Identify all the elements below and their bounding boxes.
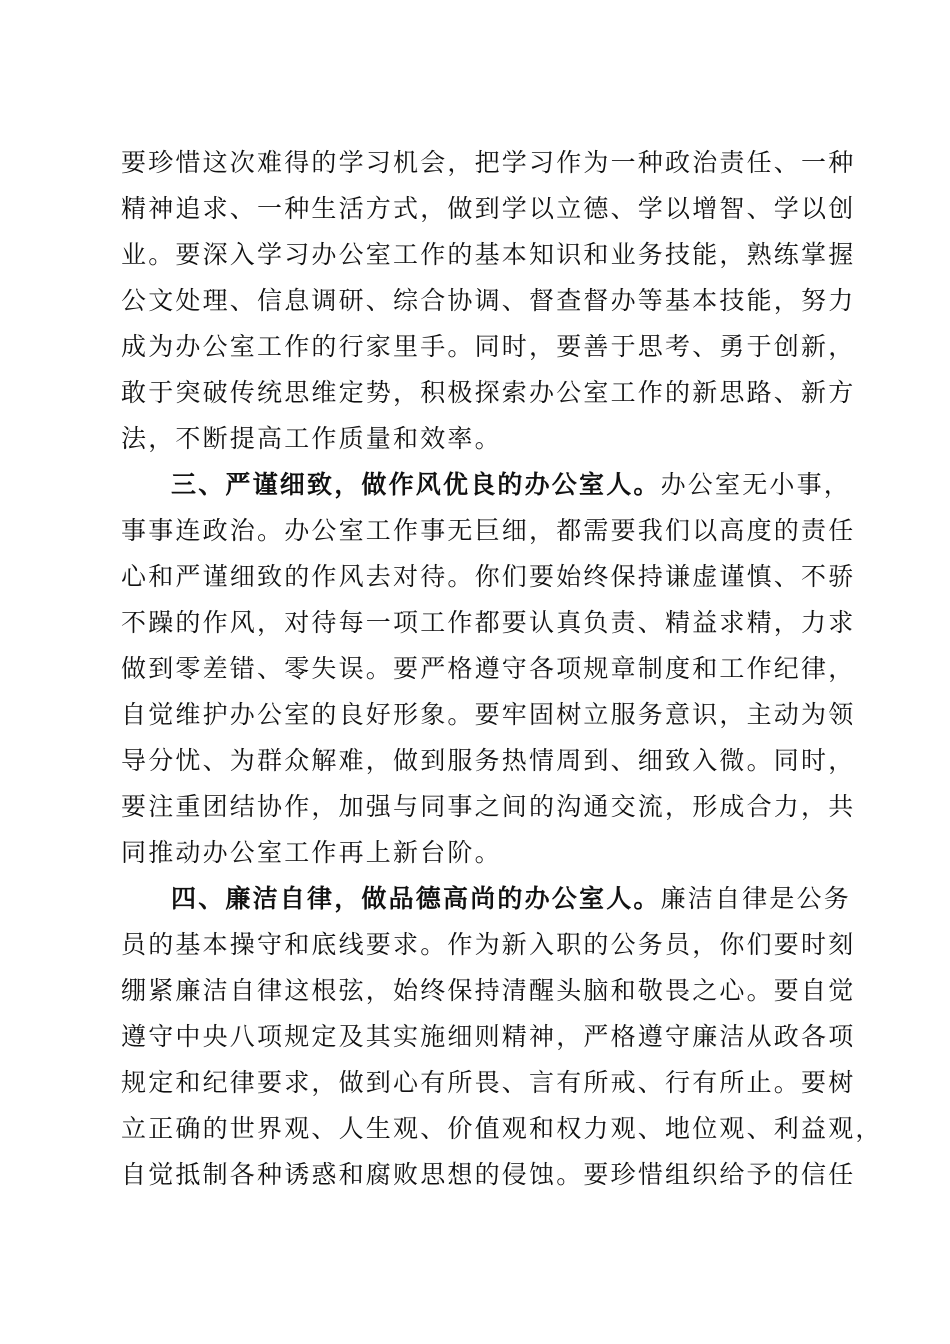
body-line: 精神追求、一种生活方式，做到学以立德、学以增智、学以创 bbox=[121, 194, 856, 223]
body-line: 自觉抵制各种诱惑和腐败思想的侵蚀。要珍惜组织给予的信任 bbox=[121, 1160, 856, 1189]
body-line: 业。要深入学习办公室工作的基本知识和业务技能，熟练掌握 bbox=[121, 240, 856, 269]
body-line: 做到零差错、零失误。要严格遵守各项规章制度和工作纪律， bbox=[121, 654, 856, 683]
body-line: 公文处理、信息调研、综合协调、督查督办等基本技能，努力 bbox=[121, 286, 856, 315]
body-line: 员的基本操守和底线要求。作为新入职的公务员，你们要时刻 bbox=[121, 930, 856, 959]
body-line: 自觉维护办公室的良好形象。要牢固树立服务意识，主动为领 bbox=[121, 700, 856, 729]
body-text: 办公室无小事， bbox=[660, 470, 852, 499]
section-first-line bbox=[121, 462, 851, 507]
body-line: 立正确的世界观、人生观、价值观和权力观、地位观、利益观， bbox=[121, 1114, 883, 1143]
body-line: 敢于突破传统思维定势，积极探索办公室工作的新思路、新方 bbox=[121, 378, 856, 407]
body-line: 绷紧廉洁自律这根弦，始终保持清醒头脑和敬畏之心。要自觉 bbox=[121, 976, 856, 1005]
body-line: 同推动办公室工作再上新台阶。 bbox=[121, 838, 502, 867]
body-line: 不躁的作风，对待每一项工作都要认真负责、精益求精，力求 bbox=[121, 608, 856, 637]
body-text: 廉洁自律是公务 bbox=[660, 884, 852, 913]
body-line: 规定和纪律要求，做到心有所畏、言有所戒、行有所止。要树 bbox=[121, 1068, 856, 1097]
section-heading: 四、廉洁自律，做品德高尚的办公室人。 bbox=[171, 884, 661, 913]
section-heading: 三、严谨细致，做作风优良的办公室人。 bbox=[171, 470, 661, 499]
body-line: 导分忧、为群众解难，做到服务热情周到、细致入微。同时， bbox=[121, 746, 856, 775]
body-line: 遵守中央八项规定及其实施细则精神，严格遵守廉洁从政各项 bbox=[121, 1022, 856, 1051]
body-line: 要珍惜这次难得的学习机会，把学习作为一种政治责任、一种 bbox=[121, 148, 856, 177]
body-line: 事事连政治。办公室工作事无巨细，都需要我们以高度的责任 bbox=[121, 516, 856, 545]
body-line: 法，不断提高工作质量和效率。 bbox=[121, 424, 502, 453]
body-line: 要注重团结协作，加强与同事之间的沟通交流，形成合力，共 bbox=[121, 792, 856, 821]
section-first-line bbox=[121, 876, 851, 921]
body-line: 心和严谨细致的作风去对待。你们要始终保持谦虚谨慎、不骄 bbox=[121, 562, 856, 591]
body-line: 成为办公室工作的行家里手。同时，要善于思考、勇于创新， bbox=[121, 332, 856, 361]
